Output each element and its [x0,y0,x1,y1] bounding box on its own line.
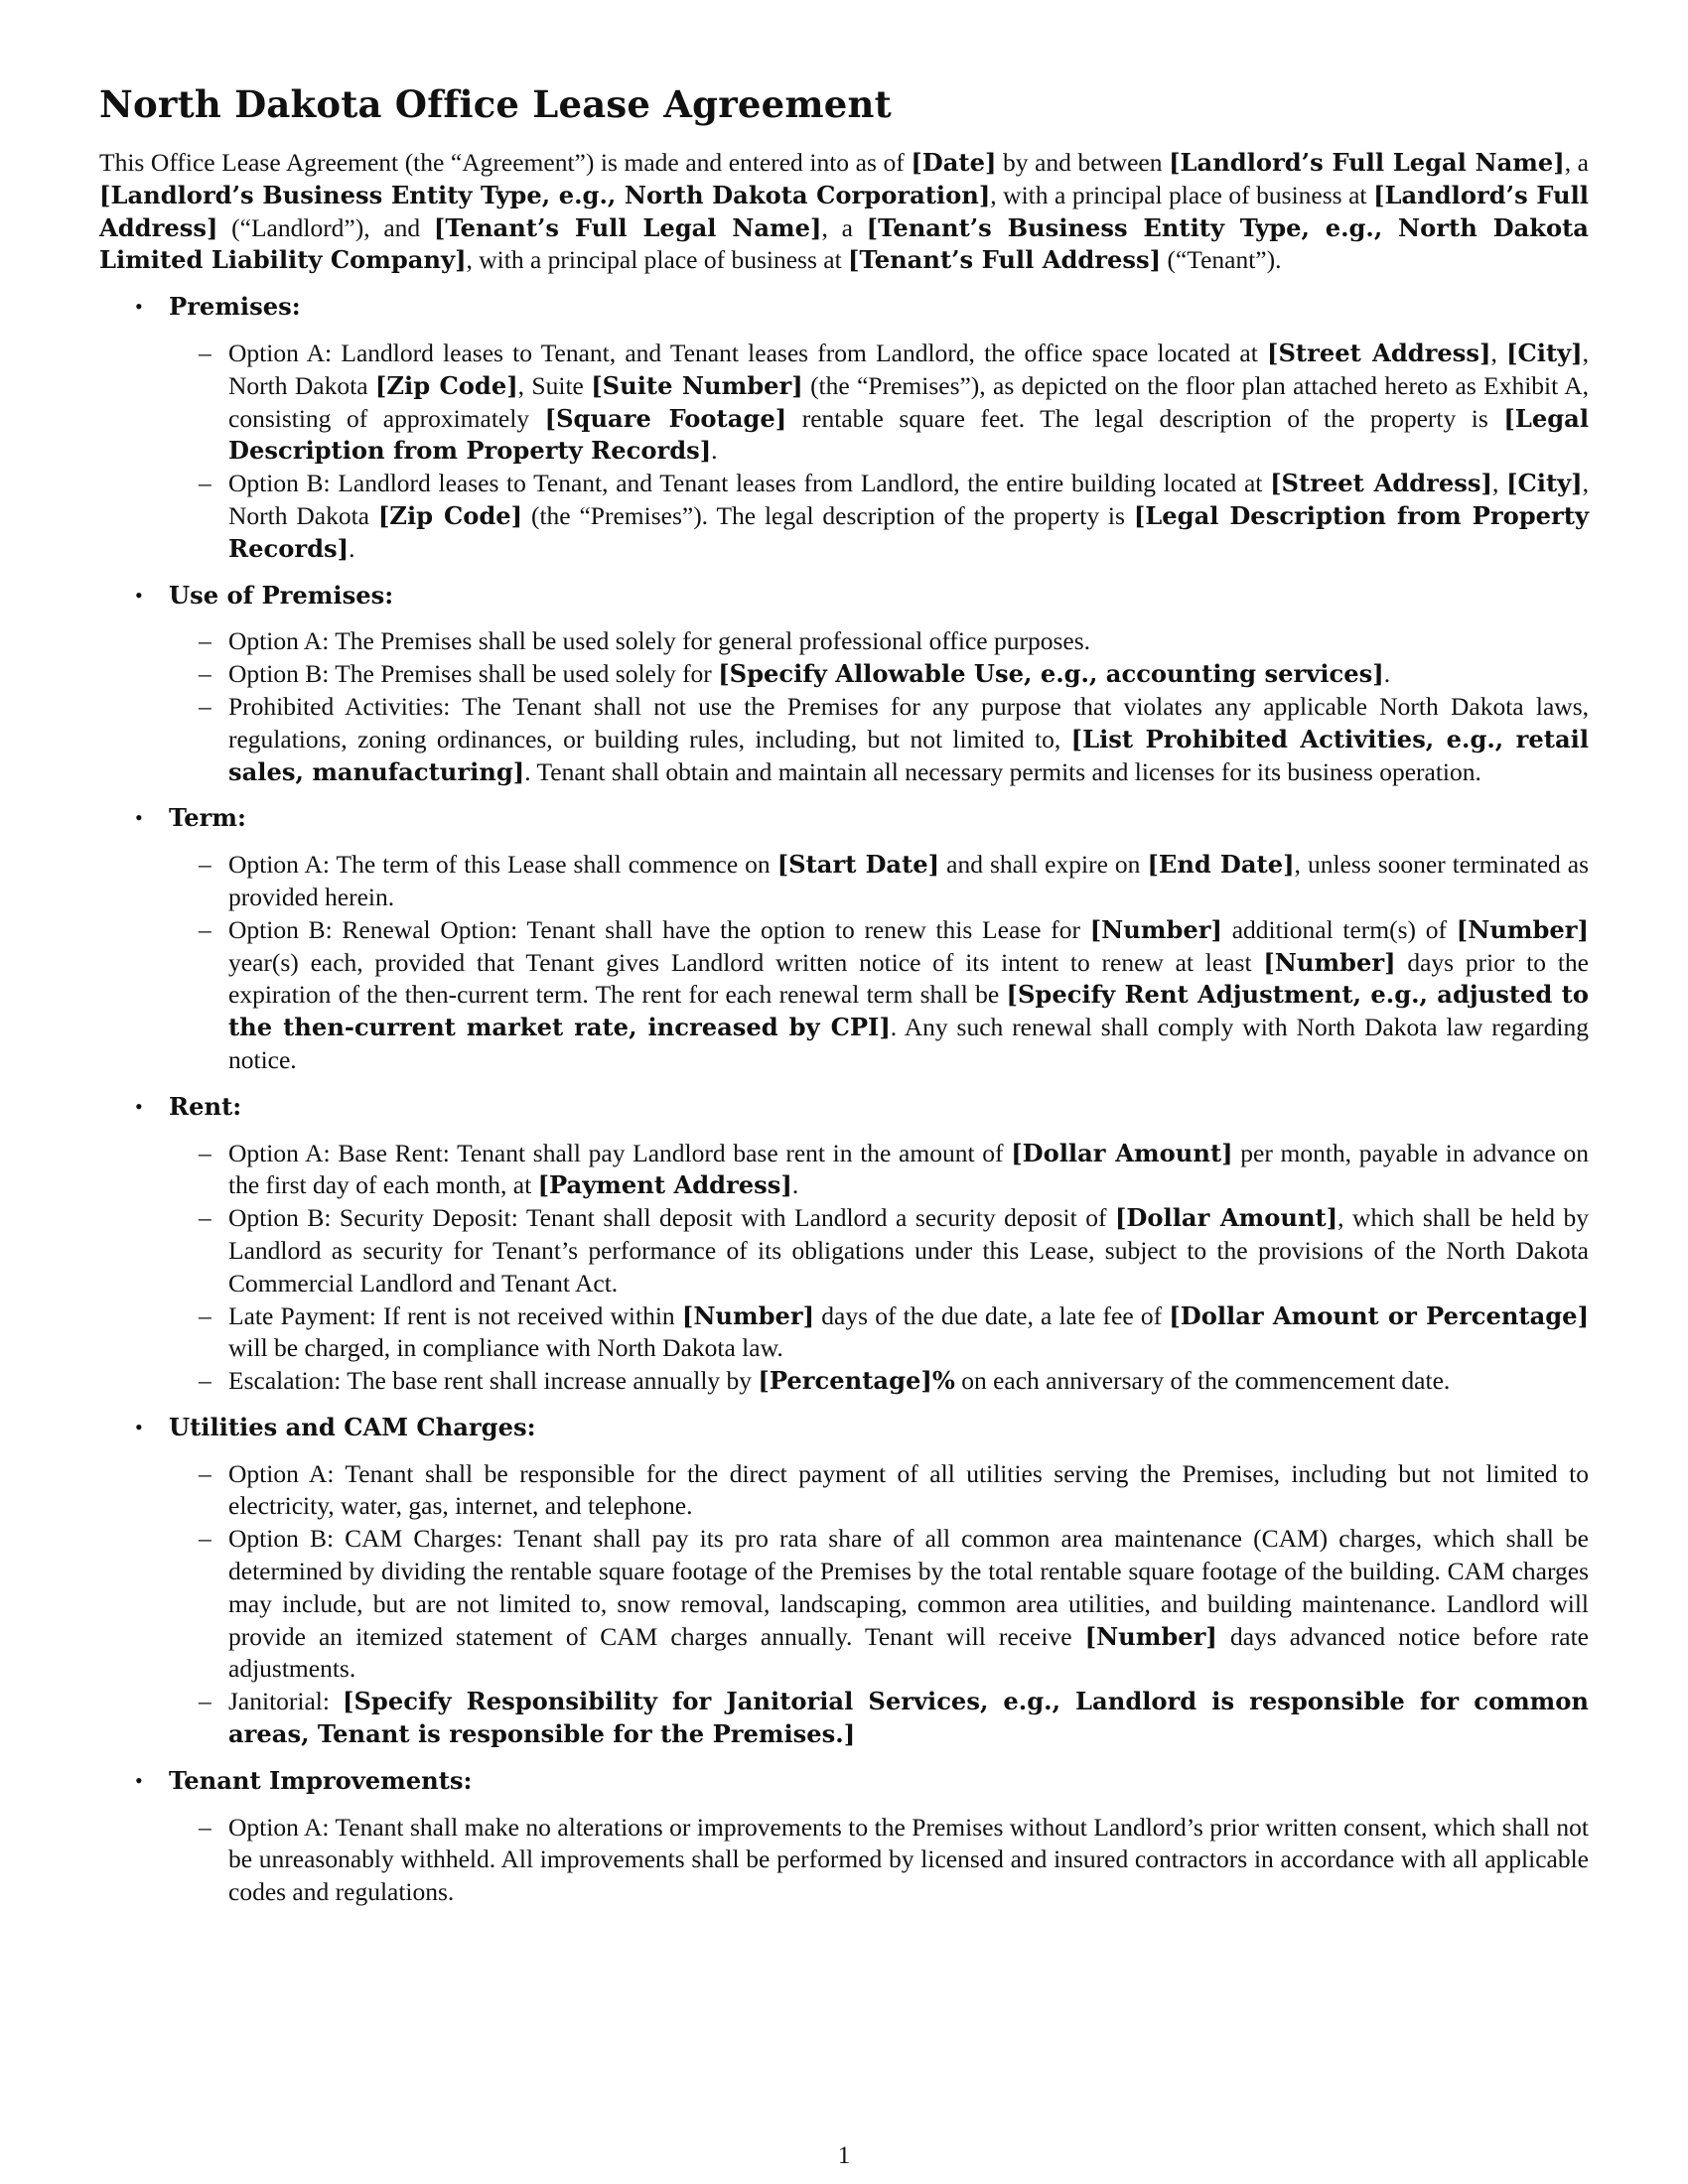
placeholder-field: [Street Address] [1270,469,1492,498]
text-run: Late Payment: If rent is not received within [228,1300,682,1330]
text-run: Option B: Security Deposit: Tenant shall deposit with Landlord a security deposit of [228,1203,1115,1233]
text-run: , with a principal place of business at [990,180,1374,209]
section-premises [99,291,1589,565]
section-use [99,580,1589,789]
placeholder-field: [Date] [911,148,997,177]
placeholder-field: [Legal Description from Property Records] [228,403,1590,466]
option-list [169,1812,1589,1909]
text-run: Option A: The term of this Lease shall commence on [228,850,777,880]
option-list [169,1138,1589,1398]
placeholder-field: [Dollar Amount or Percentage] [1169,1300,1590,1330]
section-heading: Rent: [169,1091,242,1121]
text-run: (the “Premises”). The legal description of the property is [522,500,1134,530]
text-run: . [349,533,355,563]
text-run: . [1383,659,1391,689]
text-run: Option B: Renewal Option: Tenant shall have the option to renew this Lease for [228,914,1090,944]
text-run: on each anniversary of the commencement date. [954,1366,1451,1396]
option-item [169,1300,1589,1366]
placeholder-field: [Landlord’s Business Entity Type, e.g., North Dakota Corporation] [99,180,991,209]
option-item [169,1686,1589,1751]
text-run: , a [1564,148,1590,177]
dash-icon: – [199,1138,211,1167]
text-run: , North Dakota [228,469,1589,530]
section-rent [99,1091,1589,1398]
placeholder-field: [Landlord’s Full Address] [99,180,1589,242]
document-page [99,81,1589,1923]
bullet-icon: • [135,1093,143,1119]
text-run: days advanced notice before rate adjustments. [228,1621,1589,1684]
text-run: Option A: Tenant shall make no alterations or improvements to the Premises without Landlord’s prior written consent, which shall not be unreasonably withheld. All improvements shall be performed by licensed and insured contractors in accordance with all applicable codes and regulations. [228,1812,1589,1907]
dash-icon: – [199,659,211,689]
section-heading: Tenant Improvements: [169,1765,473,1795]
option-list [169,625,1589,788]
text-run: , Suite [517,370,592,400]
dash-icon: – [199,1366,211,1396]
bullet-icon: • [135,294,143,320]
placeholder-field: [Dollar Amount] [1011,1138,1233,1167]
text-run: year(s) each, provided that Tenant gives Landlord written notice of its intent to renew at least [228,947,1264,977]
option-item [169,691,1589,788]
dash-icon: – [199,914,211,944]
text-run: and shall expire on [939,850,1148,880]
text-run: (“Landlord”), and [217,212,434,242]
dash-icon: – [199,469,211,498]
text-run: days of the due date, a late fee of [814,1300,1170,1330]
placeholder-field: [List Prohibited Activities, e.g., retail sales, manufacturing] [228,724,1590,786]
text-run: by and between [996,148,1170,177]
intro-paragraph [99,147,1589,277]
section-improvements [99,1765,1589,1909]
dash-icon: – [199,691,211,721]
text-run: Option B: The Premises shall be used solely for [228,659,719,689]
section-heading: Utilities and CAM Charges: [169,1412,536,1441]
dash-icon: – [199,1524,211,1554]
document-title: North Dakota Office Lease Agreement [99,82,892,126]
text-run: , with a principal place of business at [466,245,849,275]
placeholder-field: [End Date] [1147,850,1295,880]
text-run: This Office Lease Agreement (the “Agreement”) is made and entered into as of [99,148,912,177]
section-heading: Premises: [169,292,301,322]
placeholder-field: [Number] [681,1300,815,1330]
placeholder-field: [Square Footage] [544,403,787,433]
text-run: . Tenant shall obtain and maintain all necessary permits and licenses for its business operation. [524,756,1481,786]
option-item [169,849,1589,914]
placeholder-field: [Number] [1084,1621,1217,1651]
bullet-icon: • [135,1414,143,1439]
text-run: Prohibited Activities: The Tenant shall not use the Premises for any purpose that violates any applicable North Dakota laws, regulations, zoning ordinances, or building rules, including, but not limited to, [228,691,1589,753]
section-list [99,291,1589,1909]
dash-icon: – [199,1687,211,1716]
option-item [169,338,1589,468]
placeholder-field: [Number] [1089,914,1222,944]
text-run: , [1491,469,1507,498]
placeholder-field: [City] [1506,469,1583,498]
placeholder-field: [Landlord’s Full Legal Name] [1169,148,1565,177]
option-item [169,1812,1589,1909]
placeholder-field: [Zip Code] [377,500,523,530]
placeholder-field: [Tenant’s Business Entity Type, e.g., North Dakota Limited Liability Company] [99,212,1589,275]
option-item [169,914,1589,1077]
placeholder-field: [City] [1506,338,1583,367]
text-run: will be charged, in compliance with North Dakota law. [228,1333,783,1363]
dash-icon: – [199,1300,211,1330]
dash-icon: – [199,850,211,880]
text-run: , [1490,338,1507,367]
dash-icon: – [199,1203,211,1233]
bullet-icon: • [135,582,143,608]
bullet-icon: • [135,805,143,831]
text-run: . Any such renewal shall comply with North Dakota law regarding notice. [228,1013,1589,1074]
option-item [169,1458,1589,1524]
placeholder-field: [Specify Allowable Use, e.g., accounting services] [718,659,1384,689]
option-item [169,468,1589,565]
option-item [169,625,1589,658]
option-item [169,1523,1589,1686]
text-run: Option B: Landlord leases to Tenant, and Tenant leases from Landlord, the entire building located at [228,469,1271,498]
placeholder-field: [Specify Responsibility for Janitorial Services, e.g., Landlord is responsible for common areas, Tenant is responsible for the Premises.] [228,1687,1589,1749]
text-run: per month, payable in advance on the first day of each month, at [228,1138,1589,1200]
section-heading: Term: [169,803,246,833]
placeholder-field: [Legal Description from Property Records] [228,500,1589,563]
text-run: , which shall be held by Landlord as security for Tenant’s performance of its obligations under this Lease, subject to the provisions of the North Dakota Commercial Landlord and Tenant Act. [228,1203,1590,1297]
text-run: Option B: CAM Charges: Tenant shall pay its pro rata share of all common area maintenance (CAM) charges, which shall be determined by dividing the rentable square footage of the Premises by the total rentable square footage of the building. CAM charges may include, but are not limited to, snow removal, landscaping, common area utilities, and building maintenance. Landlord will provide an itemized statement of CAM charges annually. Tenant will receive [228,1524,1589,1651]
placeholder-field: [Tenant’s Full Legal Name] [433,212,822,242]
text-run: Option A: Tenant shall be responsible for the direct payment of all utilities serving the Premises, including but not limited to electricity, water, gas, internet, and telephone. [228,1458,1589,1521]
placeholder-field: [Specify Rent Adjustment, e.g., adjusted to the then-current market rate, increased by CPI] [228,980,1589,1042]
placeholder-field: [Start Date] [776,850,940,880]
text-run: , unless sooner terminated as provided herein. [228,850,1590,911]
option-list [169,849,1589,1077]
text-run: additional term(s) of [1221,914,1457,944]
text-run: , North Dakota [228,338,1589,400]
placeholder-field: [Percentage]% [758,1366,955,1396]
option-item [169,1138,1589,1203]
dash-icon: – [199,338,211,367]
option-item [169,1365,1589,1398]
option-item [169,1202,1589,1299]
text-run: (“Tenant”). [1161,245,1282,275]
placeholder-field: [Tenant’s Full Address] [848,245,1162,275]
section-utilities [99,1412,1589,1751]
text-run: rentable square feet. The legal description of the property is [786,403,1504,433]
text-run: Escalation: The base rent shall increase annually by [228,1366,759,1396]
placeholder-field: [Number] [1456,914,1589,944]
option-item [169,658,1589,691]
text-run: (the “Premises”), as depicted on the floor plan attached hereto as Exhibit A, consisting of approximately [228,370,1589,433]
option-list [169,1458,1589,1751]
section-term [99,802,1589,1076]
page-number: 1 [837,2142,851,2169]
text-run: days prior to the expiration of the then-current term. The rent for each renewal term shall be [228,947,1589,1010]
option-list [169,338,1589,566]
text-run: Janitorial: [228,1687,343,1716]
placeholder-field: [Payment Address] [537,1170,792,1200]
placeholder-field: [Dollar Amount] [1114,1203,1338,1233]
text-run: Option A: Landlord leases to Tenant, and Tenant leases from Landlord, the office space located at [228,338,1268,367]
dash-icon: – [199,626,211,656]
dash-icon: – [199,1458,211,1488]
placeholder-field: [Suite Number] [591,370,803,400]
placeholder-field: [Number] [1263,947,1396,977]
placeholder-field: [Street Address] [1267,338,1491,367]
placeholder-field: [Zip Code] [374,370,518,400]
dash-icon: – [199,1812,211,1842]
text-run: . [711,436,718,466]
text-run: Option A: The Premises shall be used solely for general professional office purposes. [228,626,1090,656]
bullet-icon: • [135,1767,143,1793]
text-run: , a [821,212,867,242]
text-run: Option A: Base Rent: Tenant shall pay Landlord base rent in the amount of [228,1138,1012,1167]
text-run: . [791,1170,799,1200]
section-heading: Use of Premises: [169,580,394,610]
